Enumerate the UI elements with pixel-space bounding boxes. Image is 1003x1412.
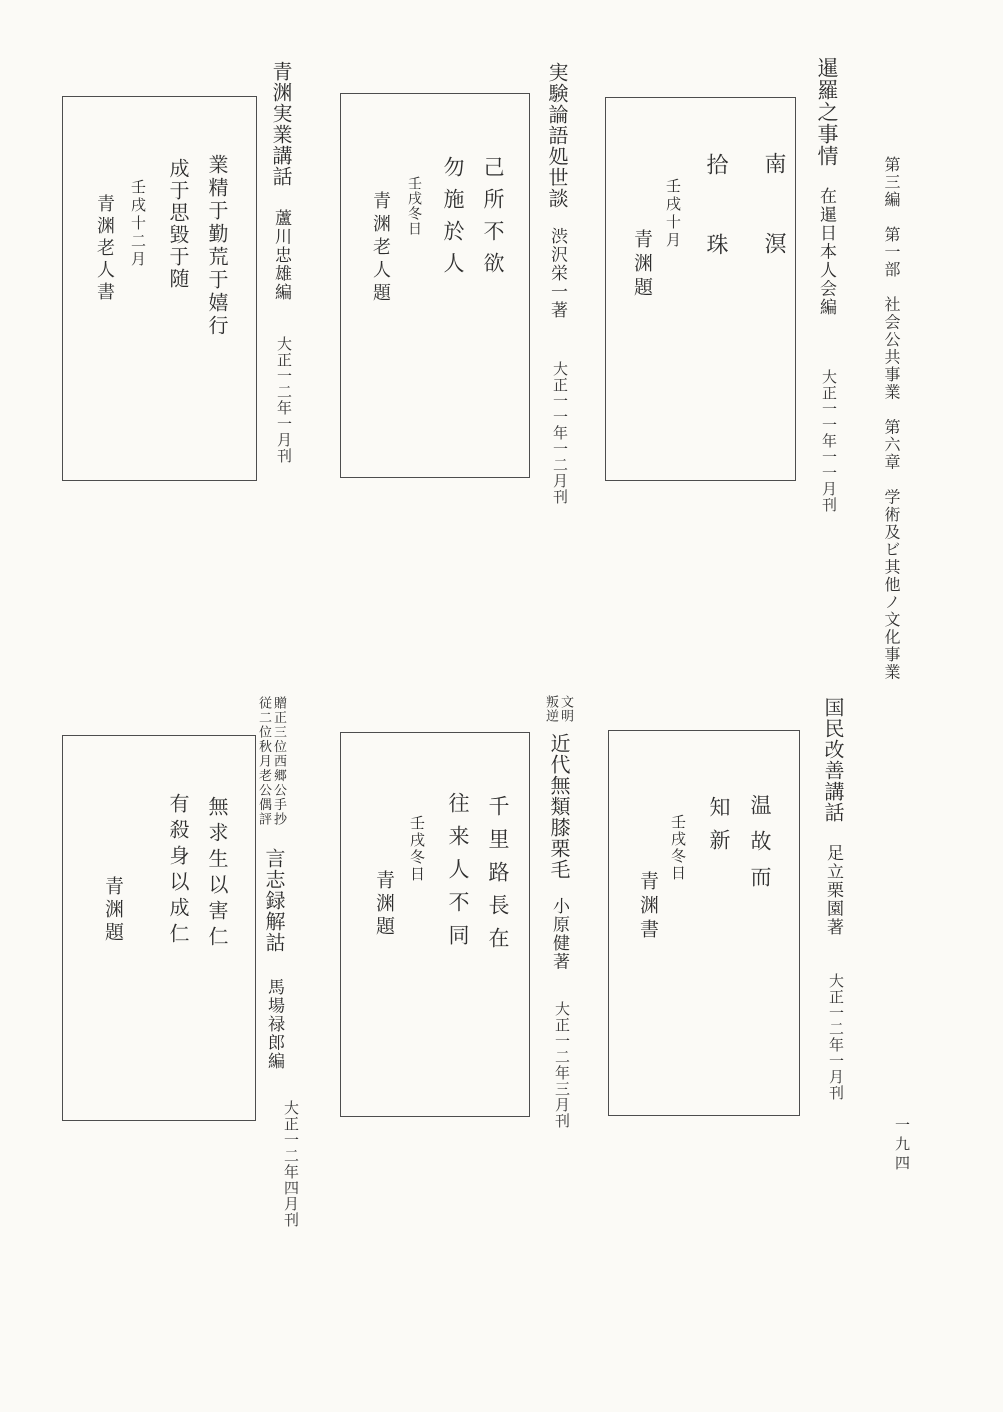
plate-line-2: 拾珠	[704, 153, 729, 313]
entry-pretitle	[256, 696, 286, 827]
entry-pretitle-left: 叛逆	[544, 695, 559, 723]
entry-author: 小原健著	[550, 897, 569, 971]
plate-signature: 青渊老人題	[371, 191, 391, 306]
plate-line-1: 千里路長在	[486, 795, 510, 960]
calligraphy-plate	[62, 735, 256, 1121]
calligraphy-plate	[605, 97, 796, 481]
plate-signature: 青渊題	[102, 876, 123, 945]
plate-line-1: 業精于勤荒于嬉行	[205, 154, 227, 338]
plate-date: 壬戌冬日	[406, 176, 421, 236]
entry-author: 足立栗園著	[824, 844, 843, 937]
plate-signature: 青渊老人書	[95, 194, 115, 304]
plate-line-1: 無求生以害仁	[205, 796, 227, 952]
plate-line-1: 己所不欲	[481, 156, 505, 284]
plate-date: 壬戌十二月	[129, 179, 145, 269]
entry-pretitle-right: 文明	[559, 695, 574, 723]
entry-author: 渋沢栄一著	[548, 227, 567, 320]
entry-pretitle	[543, 695, 573, 723]
plate-line-2: 勿施於人	[441, 156, 465, 284]
entry-pretitle-right: 贈正三位西郷公手抄	[272, 696, 287, 827]
entry-author: 馬場禄郎編	[265, 978, 284, 1071]
entry-title: 暹羅之事情	[815, 57, 839, 167]
entry-pretitle-left: 従二位秋月老公偶評	[257, 696, 272, 827]
entry-published: 大正一一年一二月刊	[551, 361, 567, 505]
plate-signature: 青渊題	[373, 870, 394, 939]
plate-line-1: 南溟	[762, 152, 787, 312]
calligraphy-plate	[340, 93, 530, 478]
plate-date: 壬戌冬日	[408, 815, 424, 883]
entry-published: 大正一二年一月刊	[275, 336, 291, 464]
page-number: 一九四	[893, 1117, 909, 1174]
entry-author: 在暹日本人会編	[817, 187, 836, 317]
plate-line-2: 有殺身以成仁	[166, 793, 188, 949]
plate-line-2: 知新	[707, 796, 731, 862]
plate-line-1: 温故而	[748, 794, 772, 902]
entry-published: 大正一一年一一月刊	[820, 369, 836, 513]
entry-title: 国民改善講話	[821, 697, 843, 823]
calligraphy-plate	[62, 96, 257, 481]
entry-published: 大正一二年一月刊	[827, 973, 843, 1101]
entry-author: 蘆川忠雄編	[272, 209, 291, 302]
calligraphy-plate	[340, 732, 530, 1117]
entry-title: 近代無類膝栗毛	[547, 733, 569, 880]
entry-title: 青渊実業講話	[269, 61, 291, 187]
entry-published: 大正一二年四月刊	[282, 1100, 298, 1228]
chapter-header: 第三編 第一部 社会公共事業 第六章 学術及ビ其他ノ文化事業	[882, 156, 899, 681]
entry-title: 言志録解詁	[262, 848, 284, 953]
plate-signature: 青渊書	[637, 871, 658, 943]
entry-title: 実験論語処世談	[545, 62, 567, 209]
plate-date: 壬戌冬日	[669, 814, 685, 882]
plate-line-2: 成于思毀于随	[166, 158, 188, 290]
plate-date: 壬戌十月	[664, 178, 680, 250]
calligraphy-plate	[608, 730, 800, 1116]
entry-published: 大正一二年三月刊	[553, 1001, 569, 1129]
plate-signature: 青渊題	[631, 229, 652, 301]
plate-line-2: 往来人不同	[446, 792, 470, 957]
